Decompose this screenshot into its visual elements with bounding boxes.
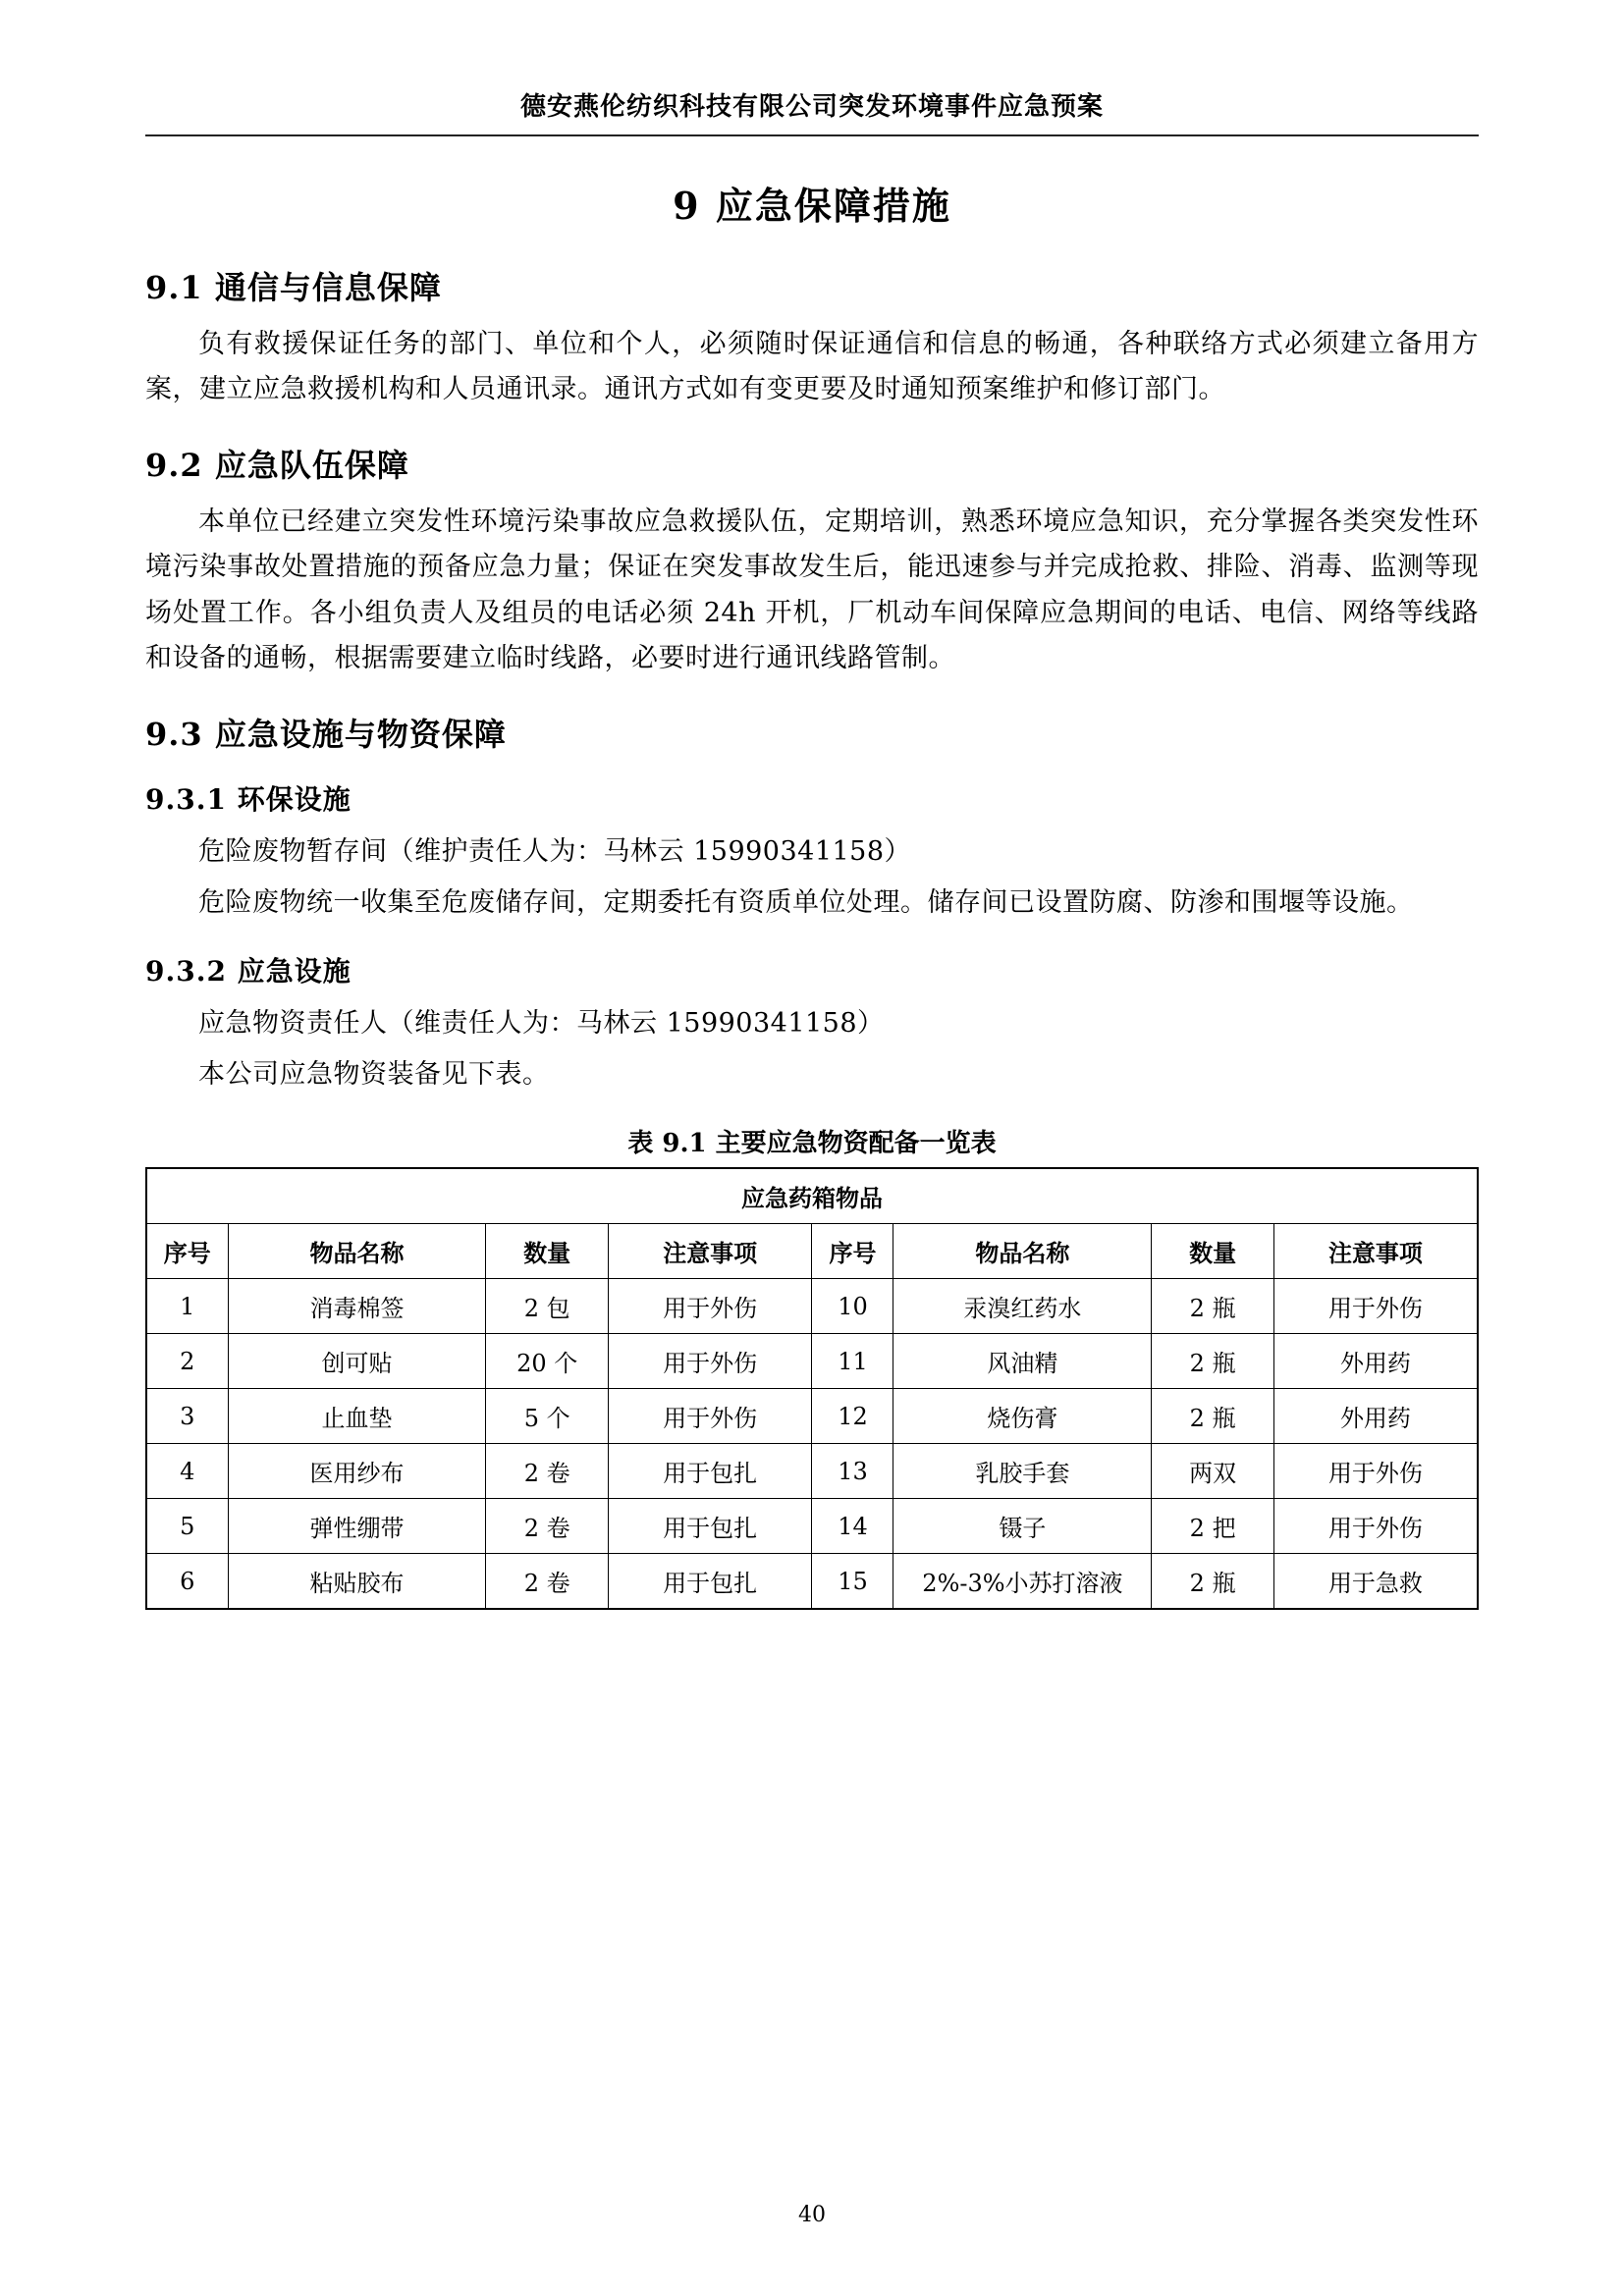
table-header-cell: 序号 bbox=[146, 1224, 228, 1279]
table-header-cell: 注意事项 bbox=[1273, 1224, 1478, 1279]
table-cell: 外用药 bbox=[1273, 1389, 1478, 1444]
table-cell: 14 bbox=[812, 1499, 893, 1554]
table-cell: 1 bbox=[146, 1279, 228, 1334]
table-row bbox=[146, 1554, 1478, 1610]
table-cell: 用于外伤 bbox=[1273, 1444, 1478, 1499]
table-cell: 20 个 bbox=[486, 1334, 609, 1389]
table-header-cell: 数量 bbox=[1152, 1224, 1274, 1279]
table-cell: 6 bbox=[146, 1554, 228, 1610]
table-cell: 12 bbox=[812, 1389, 893, 1444]
table-cell: 2%-3%小苏打溶液 bbox=[893, 1554, 1152, 1610]
table-cell: 15 bbox=[812, 1554, 893, 1610]
table-header-cell: 注意事项 bbox=[608, 1224, 812, 1279]
table-cell: 2 瓶 bbox=[1152, 1334, 1274, 1389]
table-cell: 风油精 bbox=[893, 1334, 1152, 1389]
table-header-row bbox=[146, 1224, 1478, 1279]
table-header-cell: 数量 bbox=[486, 1224, 609, 1279]
page-number: 40 bbox=[798, 2203, 826, 2227]
table-cell: 用于外伤 bbox=[608, 1389, 812, 1444]
table-row bbox=[146, 1389, 1478, 1444]
paragraph-9-3-2-2: 本公司应急物资装备见下表。 bbox=[198, 1058, 550, 1090]
table-cell: 用于外伤 bbox=[608, 1279, 812, 1334]
table-cell: 4 bbox=[146, 1444, 228, 1499]
table-cell: 2 卷 bbox=[486, 1554, 609, 1610]
table-cell: 用于包扎 bbox=[608, 1444, 812, 1499]
table-group-header-row bbox=[146, 1168, 1478, 1224]
paragraph-9-1-1: 负有救援保证任务的部门、单位和个人，必须随时保证通信和信息的畅通，各种联络方式必须建立备用方案，建立应急救援机构和人员通讯录。通讯方式如有变更要及时通知预案维护和修订部门。 bbox=[145, 329, 1479, 405]
table-cell: 2 包 bbox=[486, 1279, 609, 1334]
page-title: 9 应急保障措施 bbox=[673, 184, 951, 228]
table-cell: 用于包扎 bbox=[608, 1554, 812, 1610]
table-cell: 2 瓶 bbox=[1152, 1279, 1274, 1334]
section-heading-9-1: 9.1 通信与信息保障 bbox=[145, 269, 442, 306]
table-row bbox=[146, 1334, 1478, 1389]
table-cell: 汞溴红药水 bbox=[893, 1279, 1152, 1334]
table-cell: 用于外伤 bbox=[608, 1334, 812, 1389]
table-row bbox=[146, 1279, 1478, 1334]
table-cell: 医用纱布 bbox=[228, 1444, 486, 1499]
table-cell: 烧伤膏 bbox=[893, 1389, 1152, 1444]
table-cell: 2 把 bbox=[1152, 1499, 1274, 1554]
table-cell: 11 bbox=[812, 1334, 893, 1389]
table-cell: 5 bbox=[146, 1499, 228, 1554]
table-cell: 13 bbox=[812, 1444, 893, 1499]
subsection-heading-9-3-1: 9.3.1 环保设施 bbox=[145, 782, 352, 816]
emergency-supplies-table bbox=[145, 1167, 1479, 1610]
table-cell: 10 bbox=[812, 1279, 893, 1334]
table-cell: 2 卷 bbox=[486, 1444, 609, 1499]
table-row bbox=[146, 1499, 1478, 1554]
table-cell: 5 个 bbox=[486, 1389, 609, 1444]
table-cell: 乳胶手套 bbox=[893, 1444, 1152, 1499]
table-caption: 表 9.1 主要应急物资配备一览表 bbox=[627, 1129, 997, 1159]
paragraph-9-3-2-1: 应急物资责任人（维责任人为：马林云 15990341158） bbox=[198, 1007, 885, 1039]
table-header-cell: 物品名称 bbox=[228, 1224, 486, 1279]
table-cell: 创可贴 bbox=[228, 1334, 486, 1389]
table-header-cell: 序号 bbox=[812, 1224, 893, 1279]
table-group-header-cell: 应急药箱物品 bbox=[146, 1168, 1478, 1224]
table-row bbox=[146, 1444, 1478, 1499]
table-cell: 2 bbox=[146, 1334, 228, 1389]
table-cell: 用于急救 bbox=[1273, 1554, 1478, 1610]
table-cell: 用于外伤 bbox=[1273, 1279, 1478, 1334]
paragraph-9-2-1: 本单位已经建立突发性环境污染事故应急救援队伍，定期培训，熟悉环境应急知识，充分掌握各类突发性环境污染事故处置措施的预备应急力量；保证在突发事故发生后，能迅速参与并完成抢救、排险、消毒、监测等现场处置工作。各小组负责人及组员的电话必须 24h 开机，厂机动车间保障应急期间的电话、电信、网络等线路和设备的通畅，根据需要建立临时线路，必要时进行通讯线路管制。 bbox=[145, 506, 1479, 674]
table-cell: 弹性绷带 bbox=[228, 1499, 486, 1554]
paragraph-9-3-1-1: 危险废物暂存间（维护责任人为：马林云 15990341158） bbox=[198, 835, 912, 867]
subsection-heading-9-3-2: 9.3.2 应急设施 bbox=[145, 954, 352, 988]
table-cell: 镊子 bbox=[893, 1499, 1152, 1554]
table-cell: 用于外伤 bbox=[1273, 1499, 1478, 1554]
table-cell: 粘贴胶布 bbox=[228, 1554, 486, 1610]
section-heading-9-3: 9.3 应急设施与物资保障 bbox=[145, 715, 507, 753]
table-cell: 消毒棉签 bbox=[228, 1279, 486, 1334]
table-cell: 2 瓶 bbox=[1152, 1389, 1274, 1444]
table-cell: 2 瓶 bbox=[1152, 1554, 1274, 1610]
table-cell: 3 bbox=[146, 1389, 228, 1444]
running-header: 德安燕伦纺织科技有限公司突发环境事件应急预案 bbox=[145, 86, 1479, 136]
table-cell: 2 卷 bbox=[486, 1499, 609, 1554]
table-cell: 外用药 bbox=[1273, 1334, 1478, 1389]
table-cell: 用于包扎 bbox=[608, 1499, 812, 1554]
section-heading-9-2: 9.2 应急队伍保障 bbox=[145, 446, 409, 484]
paragraph-9-3-1-2: 危险废物统一收集至危废储存间，定期委托有资质单位处理。储存间已设置防腐、防渗和围堰等设施。 bbox=[198, 887, 1414, 919]
table-cell: 止血垫 bbox=[228, 1389, 486, 1444]
table-header-cell: 物品名称 bbox=[893, 1224, 1152, 1279]
table-cell: 两双 bbox=[1152, 1444, 1274, 1499]
